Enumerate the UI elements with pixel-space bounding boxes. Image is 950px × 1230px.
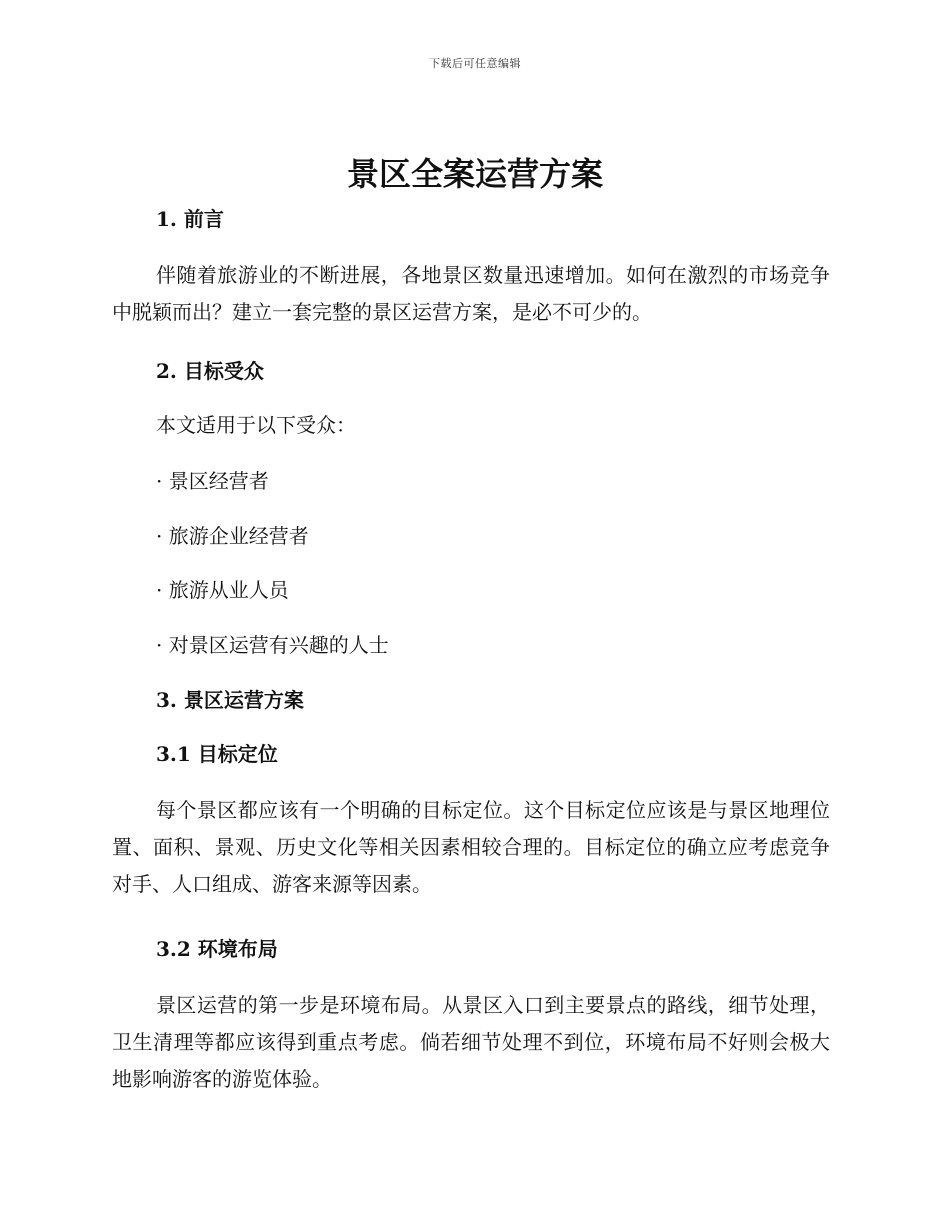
audience-intro: 本文适用于以下受众：	[156, 413, 356, 437]
subsection-heading-layout: 3.2 环境布局	[156, 937, 278, 961]
audience-list-item: · 旅游企业经营者	[156, 524, 309, 548]
positioning-paragraph: 每个景区都应该有一个明确的目标定位。这个目标定位应该是与景区地理位置、面积、景观、历史文化等相关因素相较合理的。目标定位的确立应考虑竞争对手、人口组成、游客来源等因素。	[112, 798, 830, 896]
subsection-heading-positioning: 3.1 目标定位	[156, 742, 278, 766]
layout-paragraph: 景区运营的第一步是环境布局。从景区入口到主要景点的路线，细节处理，卫生清理等都应该得到重点考虑。倘若细节处理不到位，环境布局不好则会极大地影响游客的游览体验。	[112, 993, 830, 1091]
preface-paragraph: 伴随着旅游业的不断进展，各地景区数量迅速增加。如何在激烈的市场竞争中脱颖而出？建立一套完整的景区运营方案，是必不可少的。	[112, 263, 830, 324]
audience-list-item: · 景区经营者	[156, 469, 269, 493]
audience-list-item: · 旅游从业人员	[156, 578, 289, 602]
section-heading-operations: 3. 景区运营方案	[156, 688, 304, 712]
audience-list-item: · 对景区运营有兴趣的人士	[156, 633, 389, 657]
section-heading-audience: 2. 目标受众	[156, 359, 264, 383]
header-note: 下载后可任意编辑	[429, 57, 521, 70]
section-heading-preface: 1. 前言	[156, 207, 224, 231]
document-title: 景区全案运营方案	[346, 155, 603, 193]
